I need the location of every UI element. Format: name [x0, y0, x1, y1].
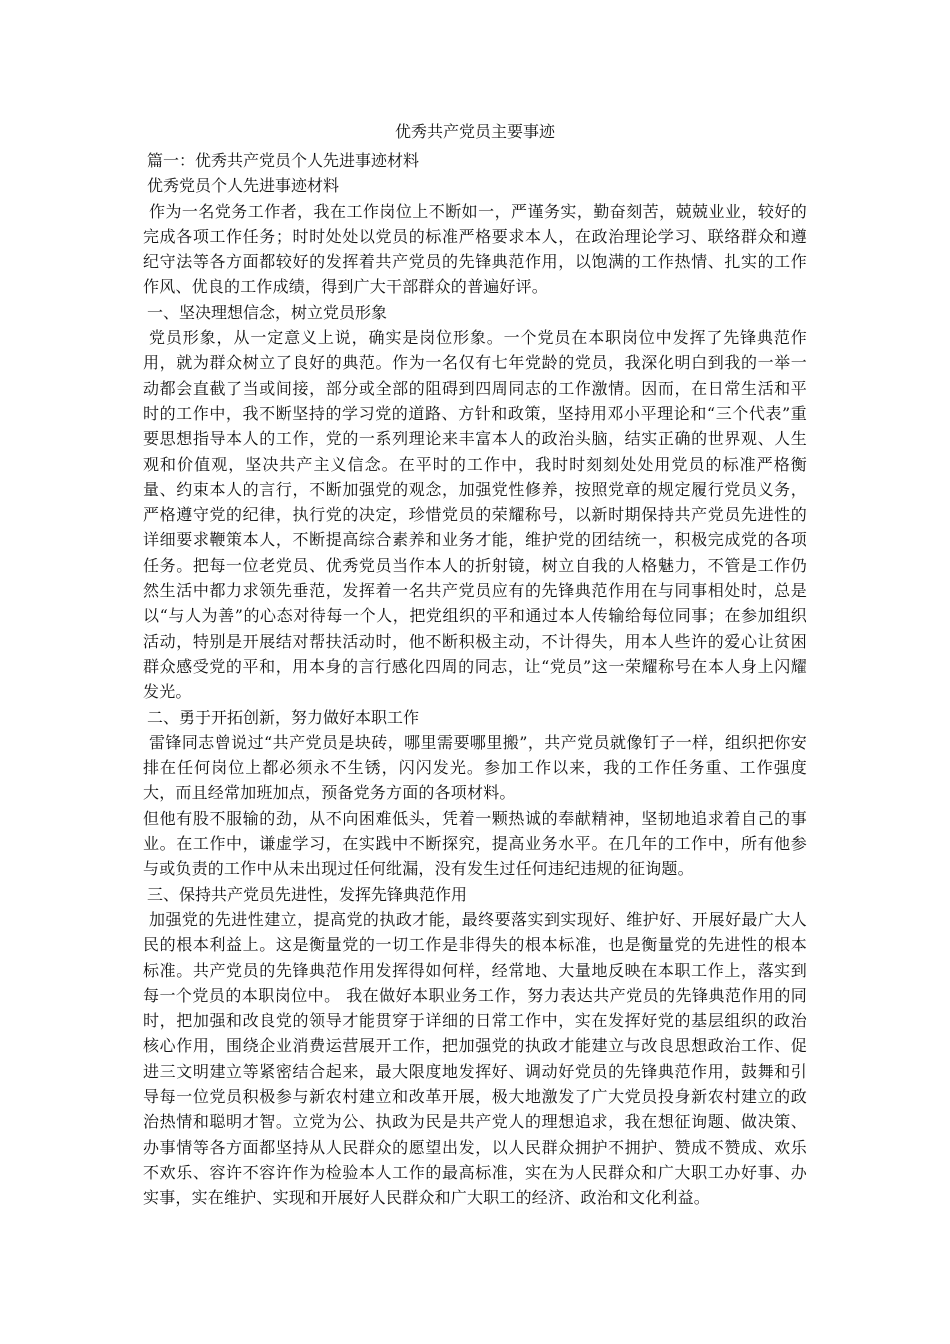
section-2-paragraph-b: 但他有股不服输的劲，从不向困难低头，凭着一颗热诚的奉献精神，坚韧地追求着自己的事业。在工作中，谦虚学习，在实践中不断探究，提高业务水平。在几年的工作中，所有他参与或负责的工作中从未出现过任何纰漏，没有发生过任何违纪违规的征询题。 [143, 808, 807, 879]
part-heading: 篇一：优秀共产党员个人先进事迹材料 [147, 151, 420, 170]
document-title: 优秀共产党员主要事迹 [394, 122, 555, 141]
sub-heading: 优秀党员个人先进事迹材料 [147, 176, 340, 196]
section-2-paragraph-a: 雷锋同志曾说过“共产党员是块砖，哪里需要哪里搬”，共产党员就像钉子一样，组织把你安排在任何岗位上都必须永不生锈，闪闪发光。参加工作以来，我的工作任务重、工作强度大，而且经常加班加点，预备党务方面的各项材料。 [143, 732, 807, 803]
document-page [143, 120, 807, 1210]
section-3-paragraph: 加强党的先进性建立，提高党的执政才能，最终要落实到实现好、维护好、开展好最广大人民的根本利益上。这是衡量党的一切工作是非得失的根本标准，也是衡量党的先进性的根本标准。共产党员的先锋典范作用发挥得如何样，经常地、大量地反映在本职工作上，落实到每一个党员的本职岗位中。 我在做好本职业务工作，努力表达共产党员的先锋典范作用的同时，把加强和改良党的领导才能贯穿于详细的日常工作中，实在发挥好党的基层组织的政治核心作用，围绕企业消费运营展开工作，把加强党的执政才能建立与改良思想政治工作、促进三文明建立等紧密结合起来，最大限度地发挥好、调动好党员的先锋典范作用，鼓舞和引导每一位党员积极参与新农村建立和改革开展，极大地激发了广大党员投身新农村建立的政治热情和聪明才智。立党为公、执政为民是共产党人的理想追求，我在想征询题、做决策、办事情等各方面都坚持从人民群众的愿望出发，以人民群众拥护不拥护、赞成不赞成、欢乐不欢乐、容许不容许作为检验本人工作的最高标准，实在为人民群众和广大职工办好事、办实事，实在维护、实现和开展好人民群众和广大职工的经济、政治和文化利益。 [143, 909, 807, 1208]
intro-paragraph: 作为一名党务工作者，我在工作岗位上不断如一，严谨务实，勤奋刻苦，兢兢业业，较好的完成各项工作任务；时时处处以党员的标准严格要求本人，在政治理论学习、联络群众和遵纪守法等各方面都较好的发挥着共产党员的先锋典范作用，以饱满的工作热情、扎实的工作作风、优良的工作成绩，得到广大干部群众的普遍好评。 [143, 201, 807, 297]
section-1-paragraph: 党员形象，从一定意义上说，确实是岗位形象。一个党员在本职岗位中发挥了先锋典范作用，就为群众树立了良好的典范。作为一名仅有七年党龄的党员，我深化明白到我的一举一动都会直截了当或间接，部分或全部的阻碍到四周同志的工作激情。因而，在日常生活和平时的工作中，我不断坚持的学习党的道路、方针和政策，坚持用邓小平理论和“三个代表”重要思想指导本人的工作，党的一系列理论来丰富本人的政治头脑，结实正确的世界观、人生观和价值观，坚决共产主义信念。在平时的工作中，我时时刻刻处处用党员的标准严格衡量、约束本人的言行，不断加强党的观念，加强党性修养，按照党章的规定履行党员义务，严格遵守党的纪律，执行党的决定，珍惜党员的荣耀称号，以新时期保持共产党员先进性的详细要求鞭策本人，不断提高综合素养和业务才能，维护党的团结统一，积极完成党的各项任务。把每一位老党员、优秀党员当作本人的折射镜，树立自我的人格魅力，不管是工作仍然生活中都力求领先垂范，发挥着一名共产党员应有的先锋典范作用在与同事相处时，总是以“与人为善”的心态对待每一个人，把党组织的平和通过本人传输给每位同事；在参加组织活动，特别是开展结对帮扶活动时，他不断积极主动，不计得失，用本人些许的爱心让贫困群众感受党的平和，用本身的言行感化四周的同志，让“党员”这一荣耀称号在本人身上闪耀发光。 [143, 328, 807, 702]
section-2-heading: 二、勇于开拓创新，努力做好本职工作 [147, 707, 420, 727]
section-1-heading: 一、坚决理想信念，树立党员形象 [147, 302, 388, 322]
section-3-heading: 三、保持共产党员先进性，发挥先锋典范作用 [147, 884, 468, 904]
